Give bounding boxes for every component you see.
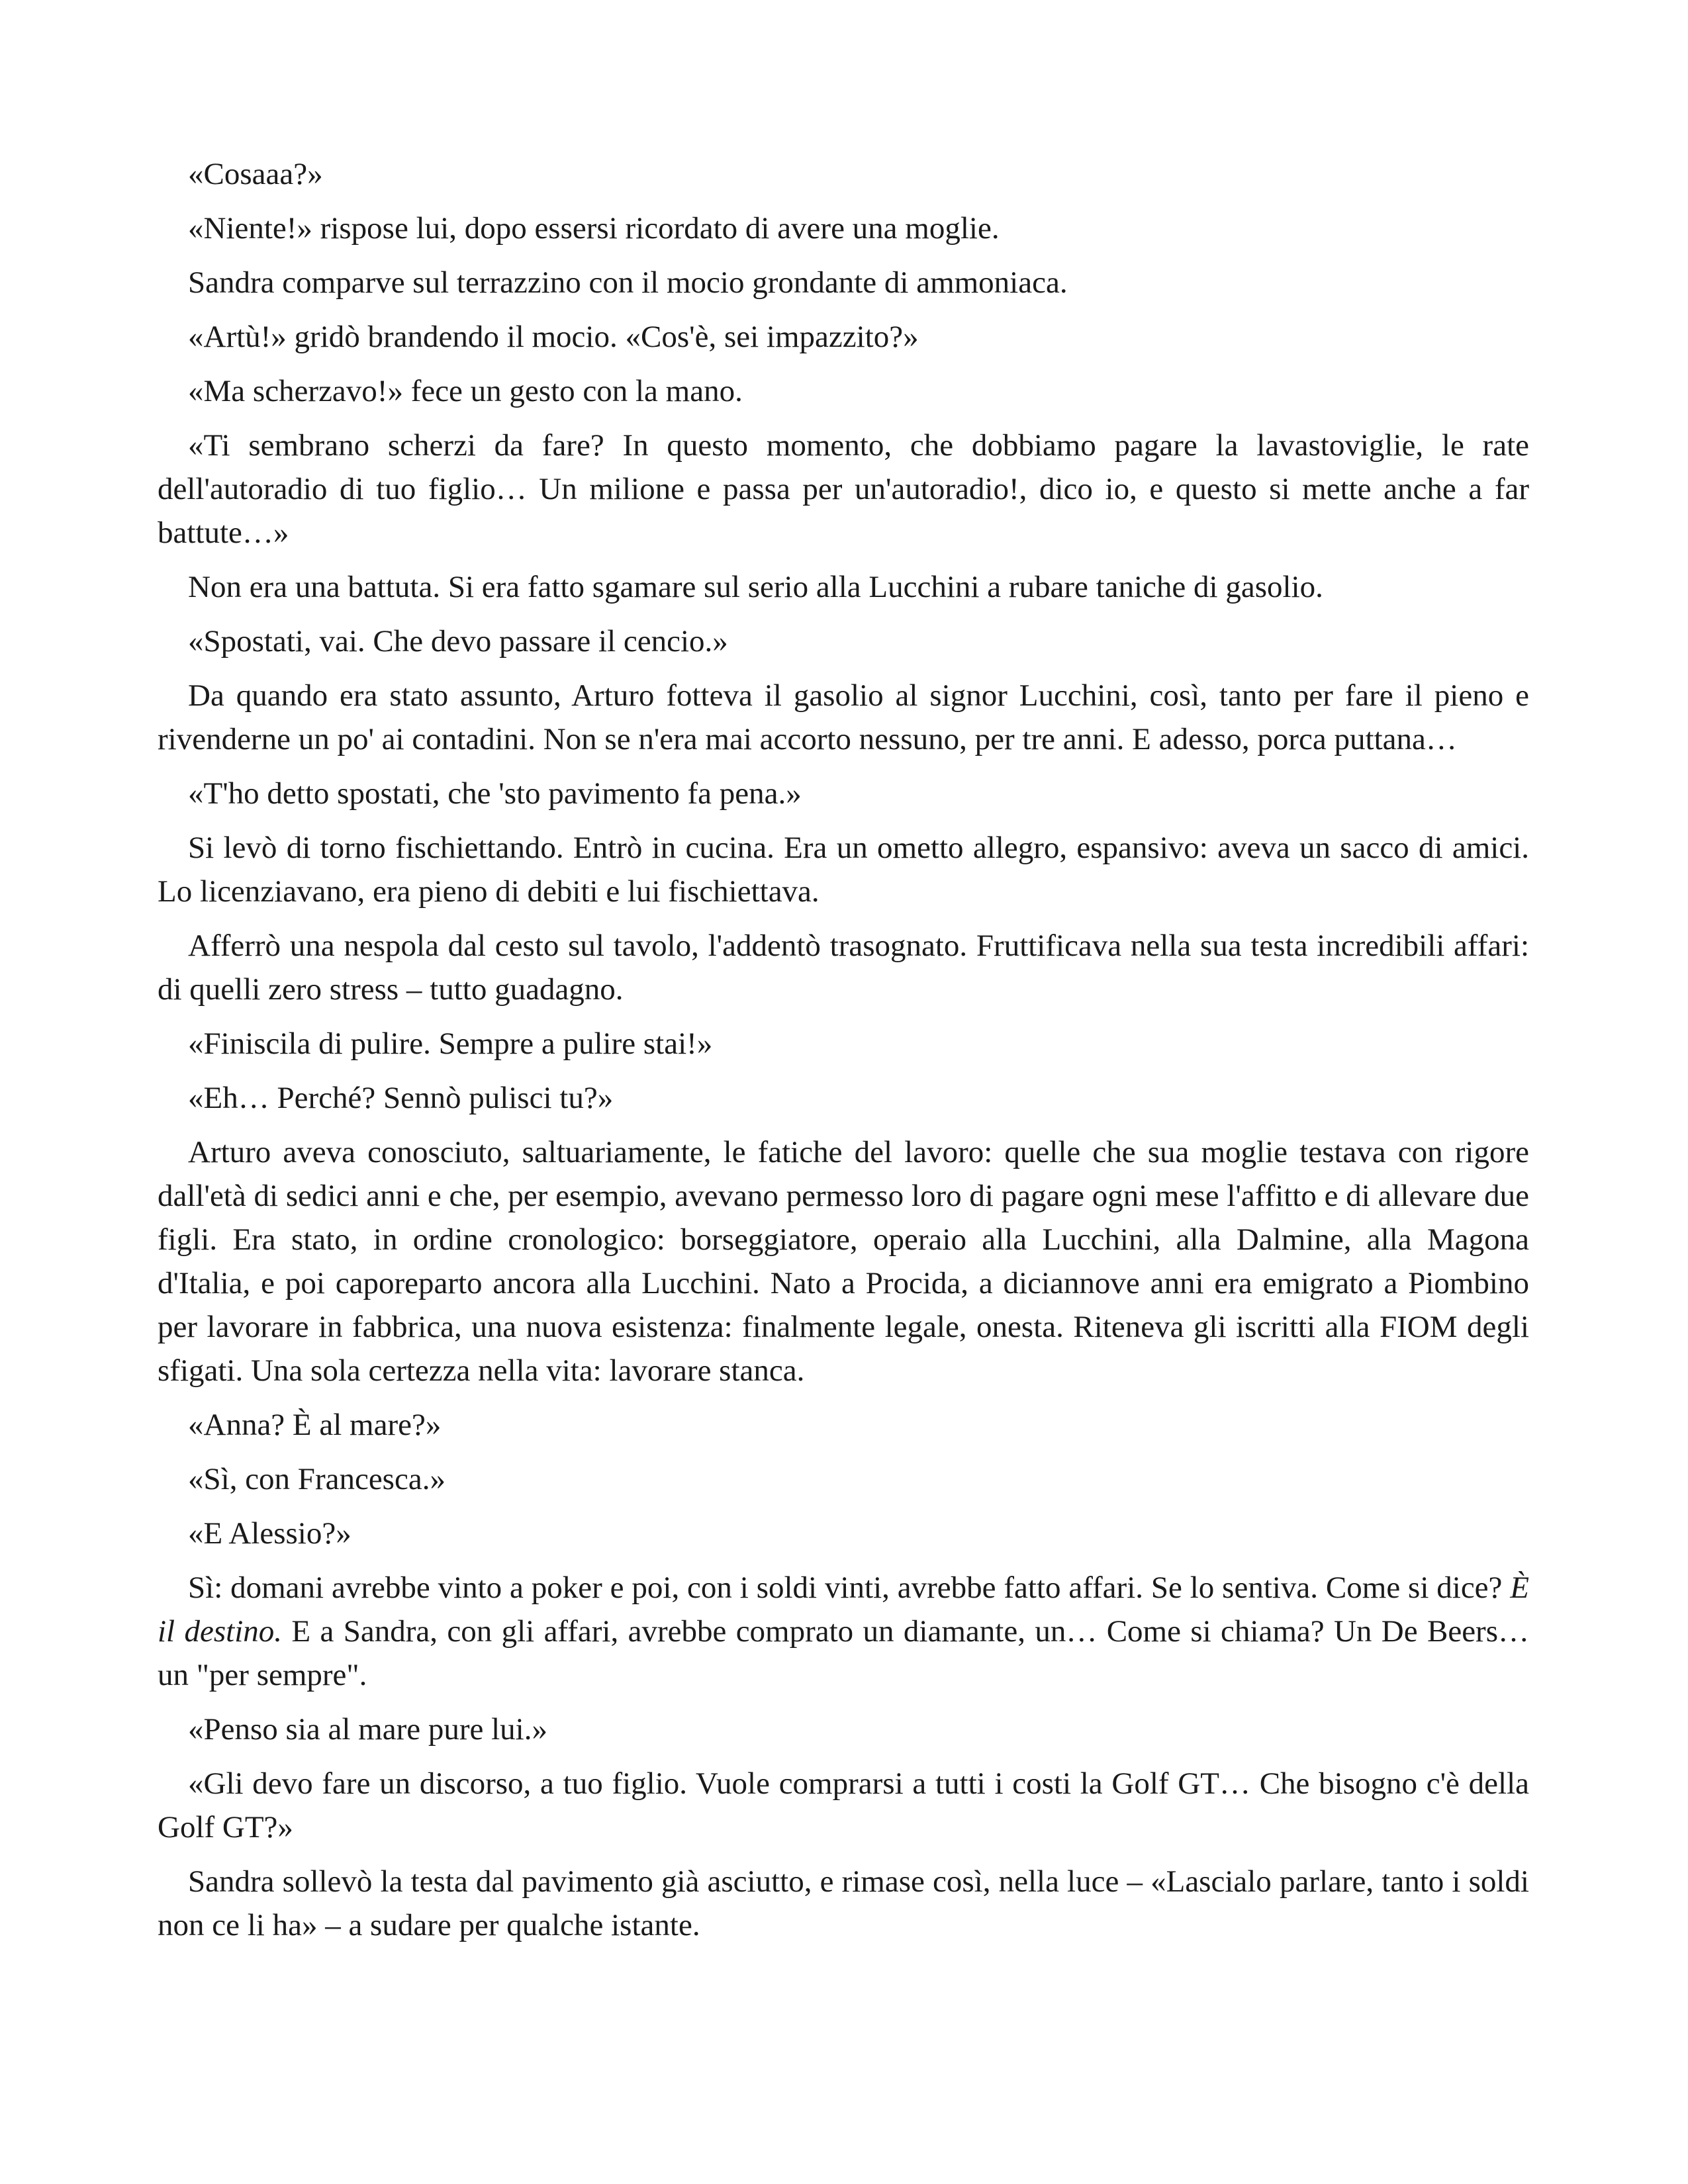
paragraph-6: «Ti sembrano scherzi da fare? In questo momento, che dobbiamo pagare la lavastoviglie, le rate dell'autoradio di tuo figlio… Un milione e passa per un'autoradio!, dico io, e questo si mette anche a far battute…»: [158, 428, 1529, 550]
paragraph-20: «Penso sia al mare pure lui.»: [188, 1712, 547, 1747]
paragraph-19-text-a: Sì: domani avrebbe vinto a poker e poi, con i soldi vinti, avrebbe fatto affari. Se lo sentiva. Come si dice?: [188, 1570, 1511, 1605]
paragraph-18: «E Alessio?»: [188, 1516, 352, 1551]
book-page: [158, 152, 1529, 1958]
paragraph-19-text-b: E a Sandra, con gli affari, avrebbe comprato un diamante, un… Come si chiama? Un De Beers… un "per sempre".: [158, 1614, 1529, 1692]
paragraph-7: Non era una battuta. Si era fatto sgamare sul serio alla Lucchini a rubare taniche di gasolio.: [188, 570, 1323, 604]
paragraph-3: Sandra comparve sul terrazzino con il mocio grondante di ammoniaca.: [188, 265, 1068, 300]
paragraph-8: «Spostati, vai. Che devo passare il cencio.»: [188, 624, 728, 659]
paragraph-10: «T'ho detto spostati, che 'sto pavimento fa pena.»: [188, 776, 802, 811]
paragraph-19: [158, 1566, 1529, 1697]
paragraph-5: «Ma scherzavo!» fece un gesto con la mano.: [188, 374, 743, 408]
paragraph-22: Sandra sollevò la testa dal pavimento già asciutto, e rimase così, nella luce – «Lascialo parlare, tanto i soldi non ce li ha» – a sudare per qualche istante.: [158, 1864, 1529, 1942]
paragraph-16: «Anna? È al mare?»: [188, 1408, 442, 1442]
paragraph-12: Afferrò una nespola dal cesto sul tavolo, l'addentò trasognato. Fruttificava nella sua testa incredibili affari: di quelli zero stress – tutto guadagno.: [158, 929, 1529, 1007]
paragraph-21: «Gli devo fare un discorso, a tuo figlio. Vuole comprarsi a tutti i costi la Golf GT… Che bisogno c'è della Golf GT?»: [158, 1766, 1529, 1844]
paragraph-17: «Sì, con Francesca.»: [188, 1462, 445, 1496]
paragraph-13: «Finiscila di pulire. Sempre a pulire stai!»: [188, 1026, 713, 1061]
paragraph-1: «Cosaaa?»: [188, 157, 323, 191]
paragraph-9: Da quando era stato assunto, Arturo fotteva il gasolio al signor Lucchini, così, tanto per fare il pieno e rivenderne un po' ai contadini. Non se n'era mai accorto nessuno, per tre anni. E adesso, porca puttana…: [158, 678, 1529, 756]
paragraph-4: «Artù!» gridò brandendo il mocio. «Cos'è, sei impazzito?»: [188, 320, 919, 354]
paragraph-14: «Eh… Perché? Sennò pulisci tu?»: [188, 1081, 614, 1115]
paragraph-2: «Niente!» rispose lui, dopo essersi ricordato di avere una moglie.: [188, 211, 1000, 246]
paragraph-15: Arturo aveva conosciuto, saltuariamente, le fatiche del lavoro: quelle che sua moglie testava con rigore dall'età di sedici anni e che, per esempio, avevano permesso loro di pagare ogni mese l'affitto e di allevare due figli. Era stato, in ordine cronologico: borseggiatore, operaio alla Lucchini, alla Dalmine, alla Magona d'Italia, e poi caporeparto ancora alla Lucchini. Nato a Procida, a diciannove anni era emigrato a Piombino per lavorare in fabbrica, una nuova esistenza: finalmente legale, onesta. Riteneva gli iscritti alla FIOM degli sfigati. Una sola certezza nella vita: lavorare stanca.: [158, 1135, 1529, 1388]
paragraph-11: Si levò di torno fischiettando. Entrò in cucina. Era un ometto allegro, espansivo: aveva un sacco di amici. Lo licenziavano, era pieno di debiti e lui fischiettava.: [158, 831, 1529, 909]
paragraph-19-italic: È il destino.: [158, 1570, 1529, 1649]
